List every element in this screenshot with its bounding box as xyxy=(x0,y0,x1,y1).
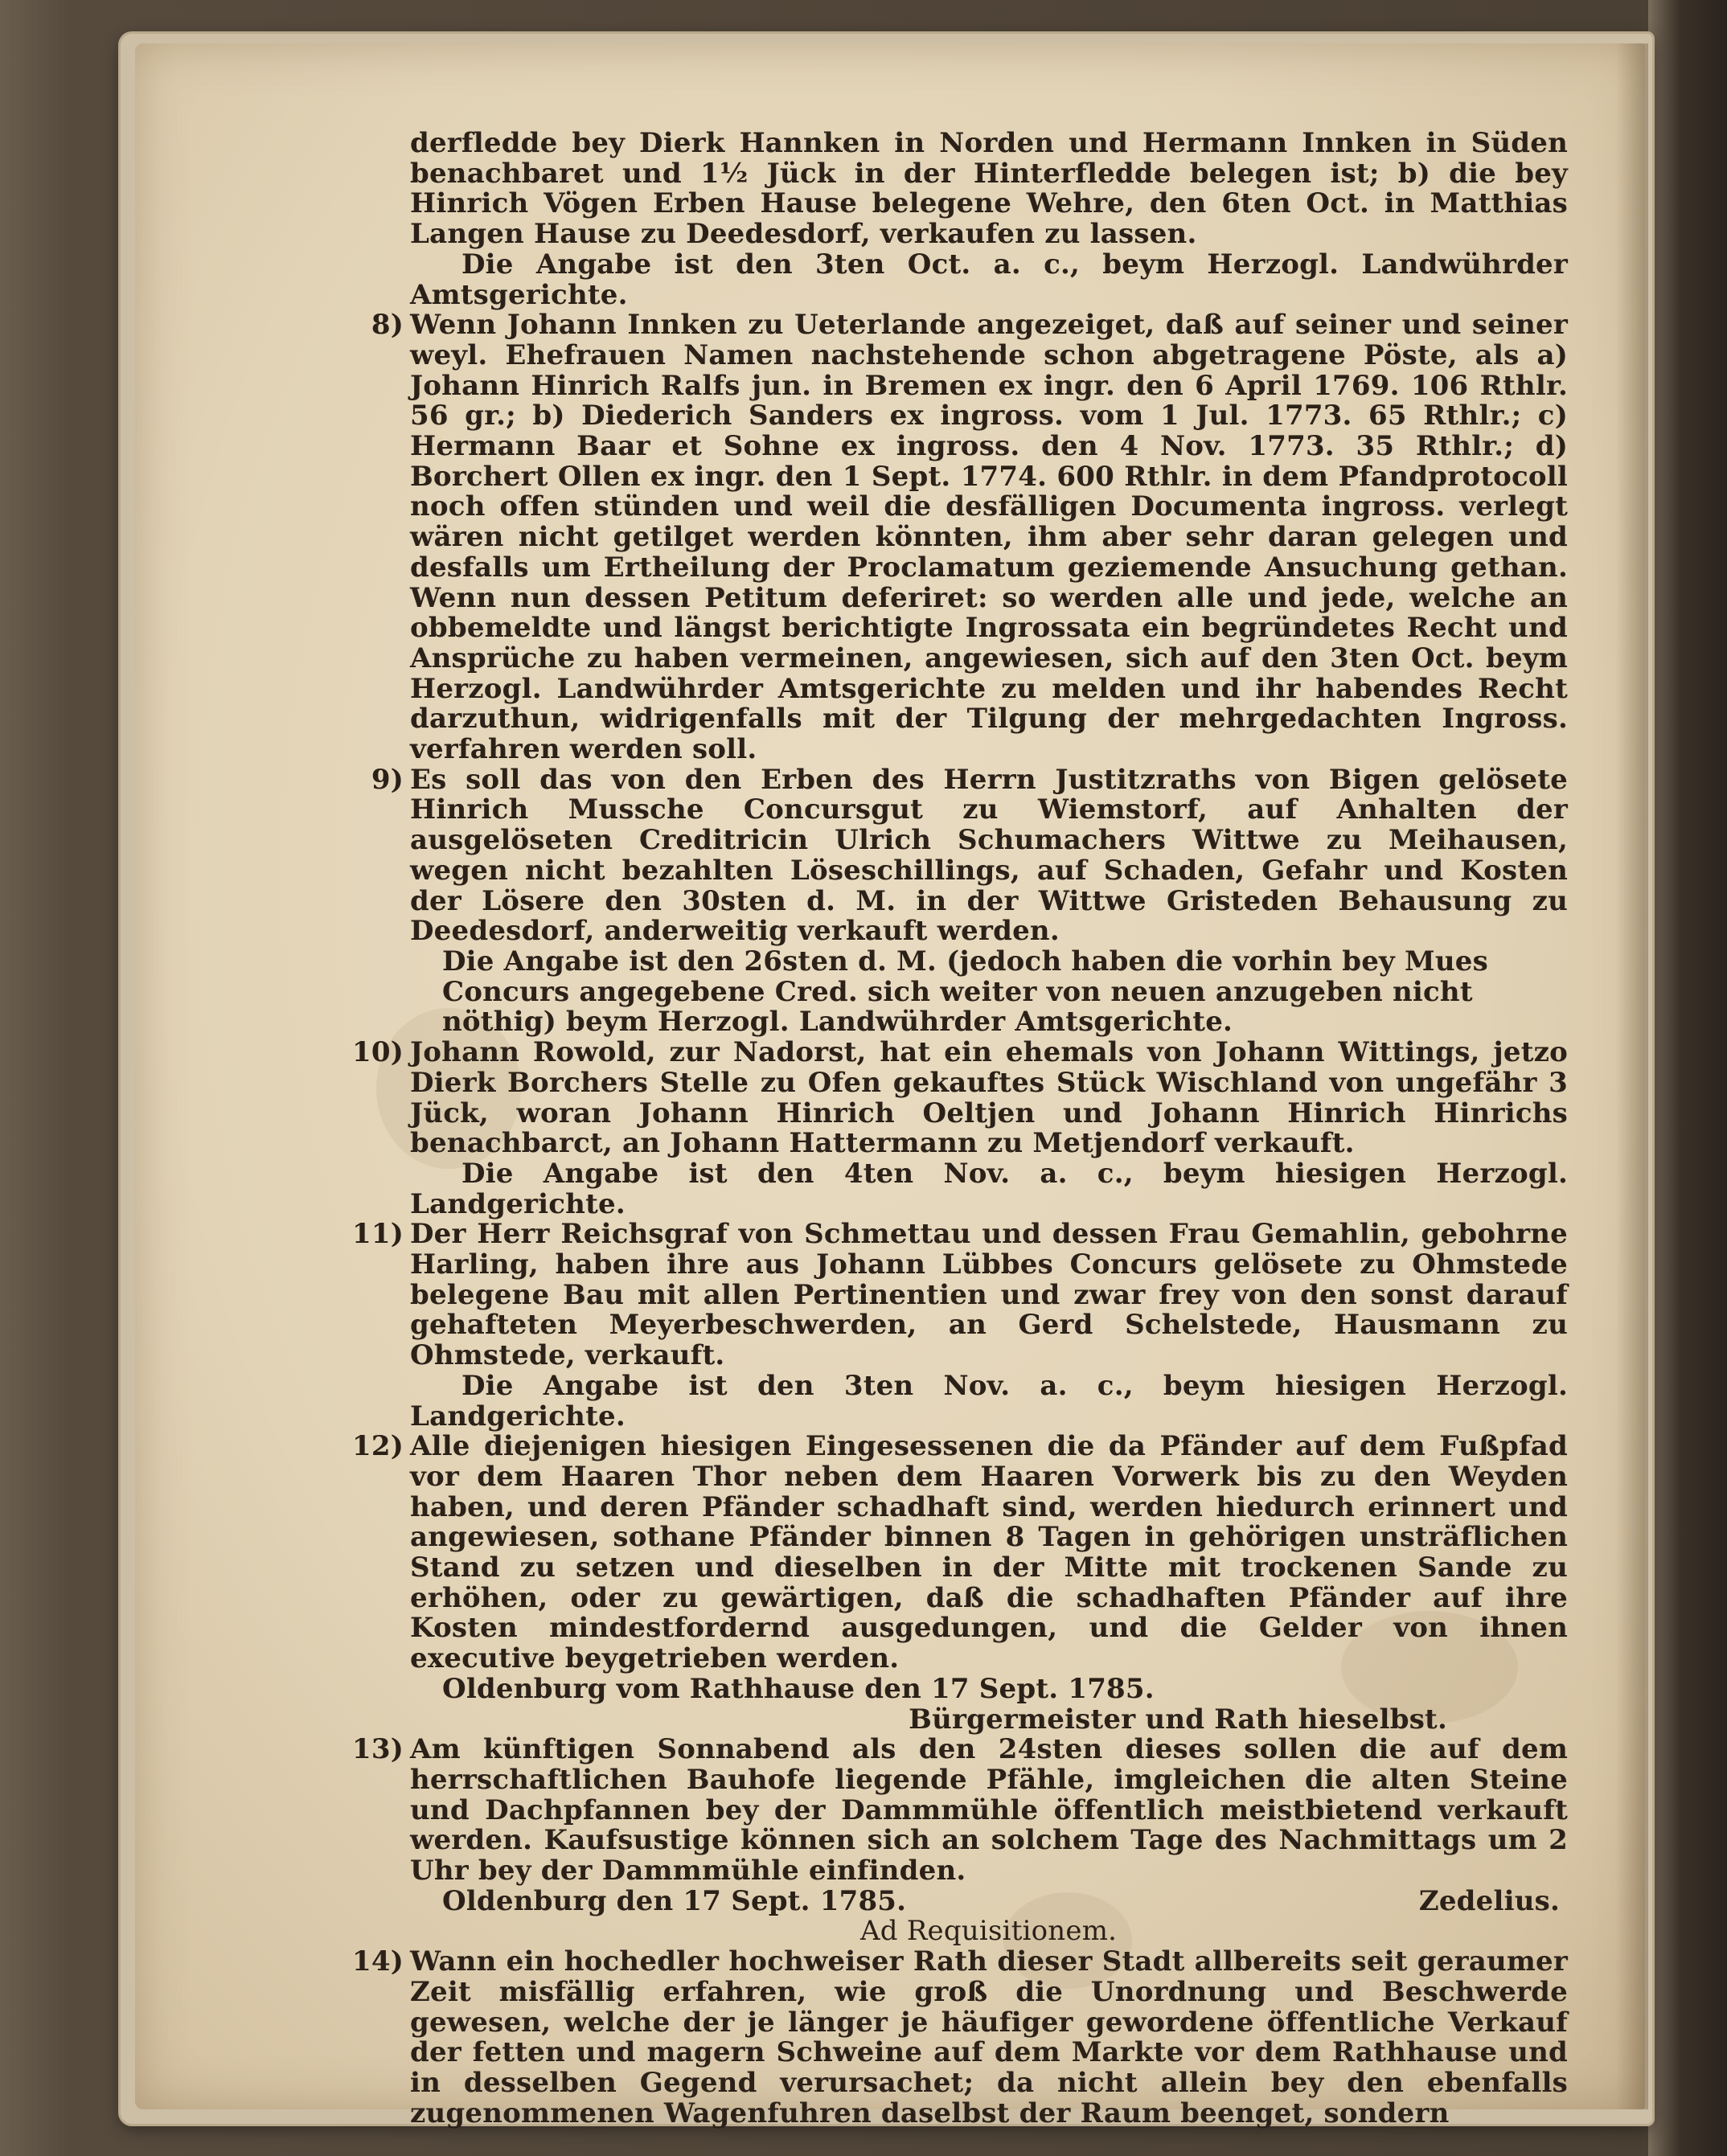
entry-number: 9) xyxy=(371,763,404,796)
requisition-heading xyxy=(410,1916,1568,1947)
paragraph-notice xyxy=(410,250,1568,310)
paragraph-text: Die Angabe ist den 26sten d. M. (jedoch haben die vorhin bey Mues Concurs angegebene Cred. sich weiter von neuen anzugeben nicht nöthig) beym Herzogl. Landwührder Amtsgerichte. xyxy=(442,945,1488,1039)
paragraph-text: Der Herr Reichsgraf von Schmettau und dessen Frau Gemahlin, gebohrne Harling, haben ihre aus Johann Lübbes Concurs gelösete zu Ohmstede belegene Bau mit allen Pertinentien und zwar frey von den sonst darauf gehafteten Meyerbeschwerden, an Gerd Schelstede, Hausmann zu Ohmstede, verkauft. xyxy=(410,1218,1568,1372)
paragraph-text: Die Angabe ist den 3ten Oct. a. c., beym Herzogl. Landwührder Amtsgerichte. xyxy=(410,248,1568,311)
paragraph-text: Wann ein hochedler hochweiser Rath dieser Stadt allbereits seit geraumer Zeit misfällig erfahren, wie groß die Unordnung und Beschwerde gewesen, welche der je länger je häufiger gewordene öffentliche Verkauf der fetten und magern Schweine auf dem Markte vor dem Rathhause und in desselben Gegend verursachet; da nicht allein bey den ebenfalls zugenommenen Wagenfuhren daselbst der Raum beenget, sondern xyxy=(410,1945,1568,2129)
entry-number: 8) xyxy=(371,309,404,342)
paragraph-notice xyxy=(410,1159,1568,1219)
paragraph-text: Am künftigen Sonnabend als den 24sten dieses sollen die auf dem herrschaftlichen Bauhofe liegende Pfähle, imgleichen die alten Steine und Dachpfannen bey der Dammmühle öffentlich meistbietend verkauft werden. Kaufsustige können sich an solchem Tage des Nachmittags um 2 Uhr bey der Dammmühle einfinden. xyxy=(410,1733,1568,1888)
page-edge-shadow xyxy=(1616,43,1648,2109)
place-date-line xyxy=(410,1674,1568,1705)
heading-text: Ad Requisitionem. xyxy=(860,1915,1118,1948)
paragraph-text: derfledde bey Dierk Hannken in Norden und Hermann Innken in Süden benachbaret und 1½ Jück in der Hinterfledde belegen ist; b) die bey Hinrich Vögen Erben Hause belegene Wehre, den 6ten Oct. in Matthias Langen Hause zu Deedesdorf, verkaufen zu lassen. xyxy=(410,127,1568,251)
entry-13 xyxy=(351,1733,1568,1888)
signature-text: Bürgermeister und Rath hieselbst. xyxy=(909,1703,1447,1736)
entry-8 xyxy=(371,309,1568,766)
entry-number: 13) xyxy=(351,1733,404,1766)
paragraph-continuation xyxy=(410,129,1568,250)
paragraph-notice xyxy=(410,1371,1568,1432)
entry-12 xyxy=(351,1430,1568,1675)
place-date-signature-line xyxy=(410,1884,1568,1917)
page-text xyxy=(351,127,1568,2129)
entry-11 xyxy=(351,1218,1568,1372)
book-binding xyxy=(1648,0,1727,2156)
entry-number: 10) xyxy=(351,1036,404,1069)
paragraph-text: Oldenburg vom Rathhause den 17 Sept. 1785. xyxy=(442,1672,1155,1705)
entry-14 xyxy=(351,1945,1568,2129)
entry-number: 12) xyxy=(351,1430,404,1463)
place-date-text: Oldenburg den 17 Sept. 1785. xyxy=(442,1884,907,1917)
paragraph-text: Johann Rowold, zur Nadorst, hat ein ehemals von Johann Wittings, jetzo Dierk Borchers Stelle zu Ofen gekauftes Stück Wischland von ungefähr 3 Jück, woran Johann Hinrich Oeltjen und Johann Hinrich Hinrichs benachbarct, an Johann Hattermann zu Metjendorf verkauft. xyxy=(410,1036,1568,1160)
paragraph-text: Wenn Johann Innken zu Ueterlande angezeiget, daß auf seiner und seiner weyl. Ehefrauen Namen nachstehende schon abgetragene Pöste, als a) Johann Hinrich Ralfs jun. in Bremen ex ingr. den 6 April 1769. 106 Rthlr. 56 gr.; b) Diederich Sanders ex ingross. vom 1 Jul. 1773. 65 Rthlr.; c) Hermann Baar et Sohne ex ingross. den 4 Nov. 1773. 35 Rthlr.; d) Borchert Ollen ex ingr. den 1 Sept. 1774. 600 Rthlr. in dem Pfandprotocoll noch offen stünden und weil die desfälligen Documenta ingross. verlegt wären nicht getilget werden könnten, ihm aber sehr daran gelegen und desfalls um Ertheilung der Proclamatum geziemende Ansuchung gethan. Wenn nun dessen Petitum deferiret: so werden alle und jede, welche an obbemeldte und längst berichtigte Ingrossata ein begründetes Recht und Ansprüche zu haben vermeinen, angewiesen, sich auf den 3ten Oct. beym Herzogl. Landwührder Amtsgerichte zu melden und ihr habendes Recht darzuthun, widrigenfalls mit der Tilgung der mehrgedachten Ingross. verfahren werden soll. xyxy=(410,309,1568,766)
paragraph-text: Alle diejenigen hiesigen Eingesessenen die da Pfänder auf dem Fußpfad vor dem Haaren Thor neben dem Haaren Vorwerk bis zu den Weyden haben, und deren Pfänder schadhaft sind, werden hiedurch erinnert und angewiesen, sothane Pfänder binnen 8 Tagen in gehörigen unsträflichen Stand zu setzen und dieselben in der Mitte mit trockenen Sande zu erhöhen, oder zu gewärtigen, daß die schadhaften Pfänder auf ihre Kosten mindestfordernd ausgedungen, und die Gelder von ihnen executive beygetrieben werden. xyxy=(410,1430,1568,1675)
paragraph-notice xyxy=(410,947,1568,1038)
entry-number: 11) xyxy=(351,1218,404,1251)
entry-number: 14) xyxy=(351,1945,404,1978)
paragraph-text: Es soll das von den Erben des Herrn Justitzraths von Bigen gelösete Hinrich Mussche Concursgut zu Wiemstorf, auf Anhalten der ausgelöseten Creditricin Ulrich Schumachers Wittwe zu Meihausen, wegen nicht bezahlten Löseschillings, auf Schaden, Gefahr und Kosten der Lösere den 30sten d. M. in der Wittwe Gristeden Behausung zu Deedesdorf, anderweitig verkauft werden. xyxy=(410,763,1568,948)
paragraph-text: Die Angabe ist den 4ten Nov. a. c., beym hiesigen Herzogl. Landgerichte. xyxy=(410,1157,1568,1220)
signature-line xyxy=(410,1705,1568,1736)
entry-9 xyxy=(371,763,1568,948)
paragraph-text: Die Angabe ist den 3ten Nov. a. c., beym hiesigen Herzogl. Landgerichte. xyxy=(410,1369,1568,1433)
entry-10 xyxy=(351,1036,1568,1160)
signature-text: Zedelius. xyxy=(1418,1884,1560,1917)
